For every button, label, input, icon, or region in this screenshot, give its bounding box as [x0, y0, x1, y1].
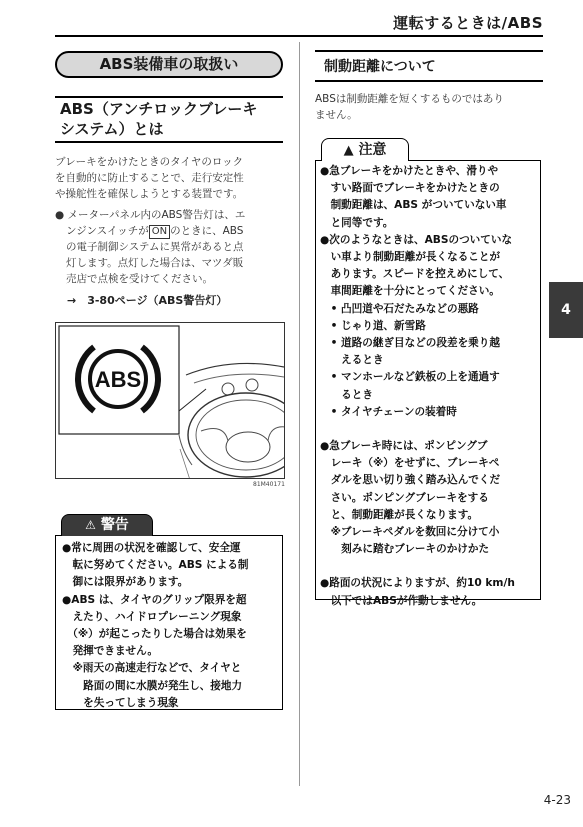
steering-wheel-inner	[196, 400, 285, 470]
text-line: ●常に周囲の状況を確認して、安全運	[62, 542, 241, 554]
text-line: 発揮できません。	[62, 645, 158, 658]
warning-text	[62, 540, 280, 712]
text-line: • 凸凹道や石だたみなどの悪路	[320, 302, 479, 315]
text-line: • タイヤチェーンの装着時	[320, 405, 457, 418]
text-line: を自動的に防止することで、走行安定性	[55, 172, 244, 184]
warning-label-text: 警告	[100, 517, 129, 533]
text-line	[55, 223, 287, 239]
text-line: ●急ブレーキをかけたときや、滑りや	[320, 165, 499, 177]
page-reference-link[interactable]: → 3-80ページ（ABS警告灯）	[67, 294, 228, 307]
text-line: 売店で点検を受けてください。	[66, 273, 213, 285]
text-line: さい。ポンピングブレーキをする	[320, 491, 489, 504]
dashboard-illustration	[56, 323, 285, 479]
text-line: 車間距離を十分にとってください。	[320, 285, 500, 298]
text-line: ダルを思い切り強く踏み込んでくだ	[320, 474, 501, 487]
header-rule	[55, 35, 543, 37]
text-line: 以下ではABSが作動しません。	[320, 594, 483, 607]
text-line: 刻みに踏むブレーキのかけかた	[320, 543, 490, 556]
caution-label-text: 注意	[358, 142, 387, 158]
figure-code: 81M40171	[253, 481, 285, 488]
text-line: 御には限界があります。	[62, 576, 189, 589]
braking-distance-intro	[315, 91, 545, 123]
text-fragment: のときに、ABS	[170, 225, 244, 237]
text-line: 灯します。点灯した場合は、マツダ販	[66, 257, 244, 269]
page-number: 4-23	[543, 793, 571, 807]
abs-intro-paragraph	[55, 154, 287, 202]
text-line: ●路面の状況によりますが、約10 km/h	[320, 577, 515, 590]
text-line: ●次のようなときは、ABSのついていな	[320, 233, 513, 246]
chapter-tab[interactable]: 4	[549, 282, 583, 338]
dash-left-line	[179, 435, 192, 465]
text-fragment: ンジンスイッチが	[66, 225, 149, 237]
caution-triangle-icon: ▲	[343, 143, 354, 158]
cluster-hood	[186, 363, 284, 375]
sub-heading-bottom-rule	[315, 80, 543, 82]
text-line: ABSは制動距離を短くするものではあり	[315, 93, 504, 105]
text-line: い車より制動距離が長くなることが	[320, 251, 501, 264]
steering-spoke-right	[268, 427, 285, 441]
text-line: ※雨天の高速走行などで、タイヤと	[62, 662, 242, 675]
text-line: ません。	[315, 109, 358, 121]
text-line: ブレーキをかけたときのタイヤのロック	[55, 156, 244, 168]
gauge-left	[222, 383, 234, 395]
section-pill-heading: ABS装備車の取扱い	[55, 51, 283, 78]
caution-text	[320, 163, 538, 610]
section-heading-line: ABS（アンチロックブレーキ	[60, 100, 258, 118]
text-line: 転に努めてください。ABS による制	[62, 559, 249, 572]
text-line: えたり、ハイドロプレーニング現象	[62, 610, 242, 623]
steering-hub	[226, 432, 270, 462]
text-line: （※）が起こったりした場合は効果を	[62, 628, 247, 641]
cluster-panel	[194, 374, 284, 383]
steering-wheel-rim	[188, 393, 285, 477]
abs-symbol-text: ABS	[94, 367, 142, 392]
text-line: ※ブレーキペダルを数回に分けて小	[320, 526, 500, 539]
section-heading	[60, 99, 285, 139]
text-line: すい路面でブレーキをかけたときの	[320, 182, 500, 195]
text-line	[320, 421, 538, 438]
abs-warning-light-bullet	[55, 207, 287, 287]
text-line: ●急ブレーキ時には、ポンピングブ	[320, 440, 488, 453]
text-line	[320, 558, 538, 575]
on-key-label: ON	[149, 225, 170, 239]
text-line: と同等です。	[320, 216, 394, 229]
text-line: • 道路の継ぎ目などの段差を乗り越	[320, 337, 500, 350]
caution-label	[321, 138, 409, 161]
steering-spoke-left	[201, 429, 228, 441]
text-line: るとき	[320, 388, 373, 401]
text-line: 制動距離は、ABS がついていない車	[320, 199, 507, 212]
gauge-right	[246, 379, 258, 391]
sub-heading-top-rule	[315, 50, 543, 52]
braking-distance-heading: 制動距離について	[324, 59, 436, 75]
section-heading-top-rule	[55, 96, 283, 98]
column-divider	[299, 42, 300, 786]
text-line: や操舵性を確保しようとする装置です。	[55, 188, 244, 200]
section-heading-line: システム）とは	[60, 120, 164, 138]
text-line: レーキ（※）をせずに、ブレーキペ	[320, 457, 500, 470]
text-line: • じゃり道、新雪路	[320, 319, 426, 332]
warning-triangle-icon: ⚠	[85, 518, 96, 532]
text-line: ●ABS は、タイヤのグリップ限界を超	[62, 593, 247, 606]
text-line: ● メーターパネル内のABS警告灯は、エ	[55, 209, 246, 221]
warning-label	[61, 514, 153, 536]
section-heading-bottom-rule	[55, 141, 283, 143]
abs-warning-light-figure	[55, 322, 285, 479]
text-line: えるとき	[320, 354, 384, 367]
text-line: 路面の間に水膜が発生し、接地力	[62, 679, 243, 692]
text-line: あります。スピードを控えめにして、	[320, 268, 510, 281]
text-line: • マンホールなど鉄板の上を通過す	[320, 371, 500, 384]
page-header-title: 運転するときは/ABS	[393, 14, 543, 32]
text-line: と、制動距離が長くなります。	[320, 508, 479, 521]
text-line: を失ってしまう現象	[62, 696, 179, 709]
text-line: の電子制御システムに異常があると点	[66, 241, 244, 253]
